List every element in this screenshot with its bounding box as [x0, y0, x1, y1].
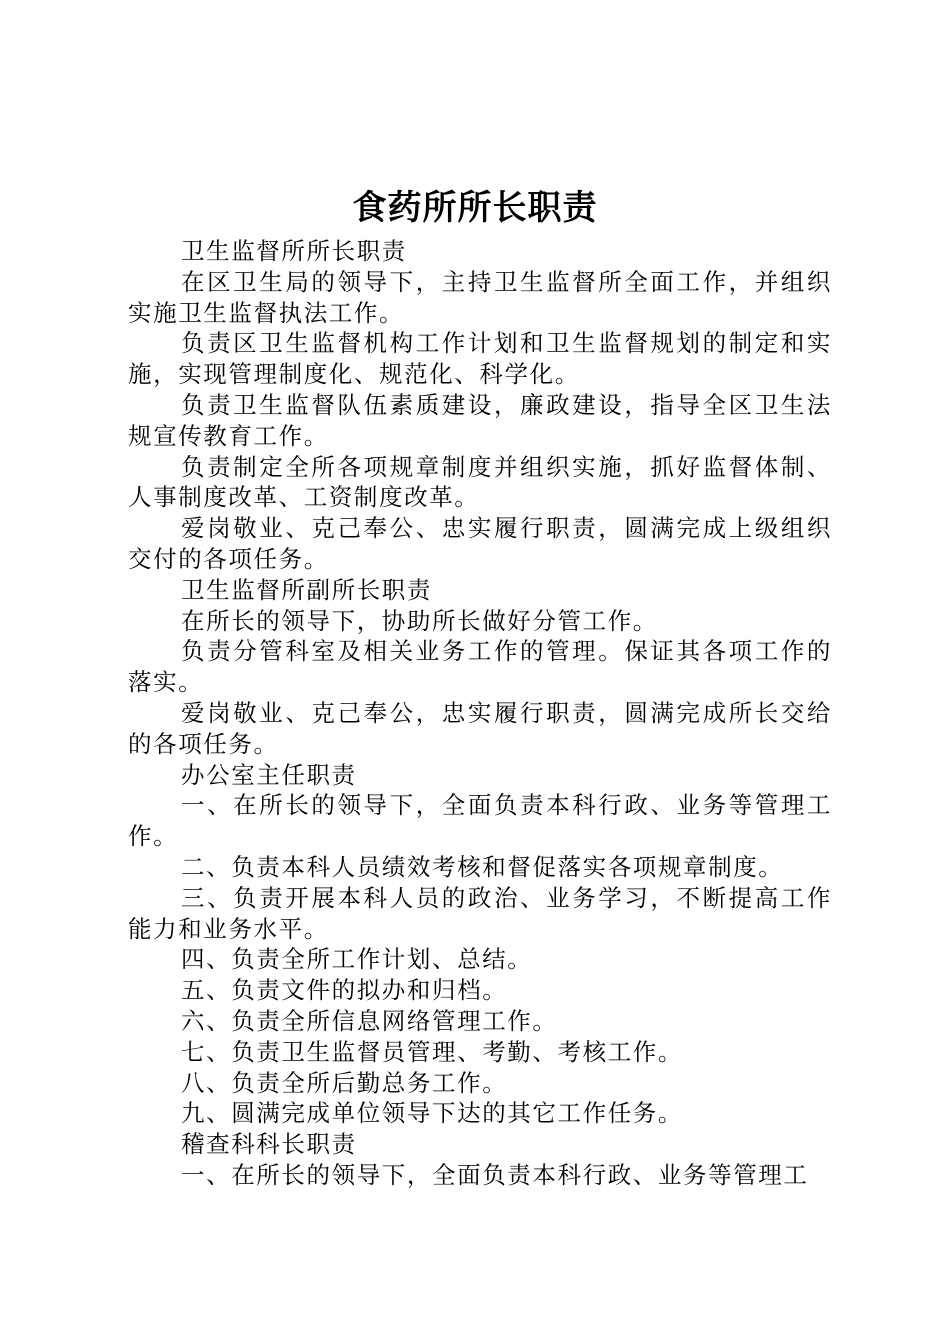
document-title: 食药所所长职责 — [352, 188, 598, 228]
paragraph: 一、在所长的领导下，全面负责本科行政、业务等管理工 — [181, 1160, 809, 1189]
paragraph: 爱岗敬业、克己奉公，忠实履行职责，圆满完成所长交给的各项任务。 — [128, 698, 832, 758]
paragraph: 爱岗敬业、克己奉公、忠实履行职责，圆满完成上级组织交付的各项任务。 — [128, 514, 832, 573]
paragraph: 在所长的领导下，协助所长做好分管工作。 — [181, 606, 658, 635]
paragraph: 稽查科科长职责 — [181, 1130, 357, 1159]
paragraph: 负责制定全所各项规章制度并组织实施，抓好监督体制、人事制度改革、工资制度改革。 — [128, 452, 832, 512]
paragraph: 二、负责本科人员绩效考核和督促落实各项规章制度。 — [181, 852, 784, 881]
paragraph: 三、负责开展本科人员的政治、业务学习，不断提高工作能力和业务水平。 — [128, 883, 832, 943]
paragraph: 负责分管科室及相关业务工作的管理。保证其各项工作的落实。 — [128, 637, 832, 697]
document-body — [128, 236, 832, 1191]
paragraph: 八、负责全所后勤总务工作。 — [181, 1068, 508, 1097]
paragraph: 卫生监督所所长职责 — [181, 237, 407, 265]
paragraph: 负责卫生监督队伍素质建设，廉政建设，指导全区卫生法规宣传教育工作。 — [128, 390, 832, 450]
paragraph: 一、在所长的领导下，全面负责本科行政、业务等管理工作。 — [128, 791, 832, 851]
paragraph: 七、负责卫生监督员管理、考勤、考核工作。 — [181, 1037, 683, 1066]
paragraph: 四、负责全所工作计划、总结。 — [181, 945, 533, 974]
paragraph: 五、负责文件的拟办和归档。 — [181, 976, 508, 1005]
paragraph: 办公室主任职责 — [181, 760, 357, 789]
paragraph: 在区卫生局的领导下，主持卫生监督所全面工作，并组织实施卫生监督执法工作。 — [128, 267, 832, 327]
paragraph: 卫生监督所副所长职责 — [181, 575, 432, 604]
paragraph: 六、负责全所信息网络管理工作。 — [181, 1006, 558, 1035]
paragraph: 九、圆满完成单位领导下达的其它工作任务。 — [181, 1099, 683, 1128]
paragraph: 负责区卫生监督机构工作计划和卫生监督规划的制定和实施，实现管理制度化、规范化、科学化。 — [128, 329, 832, 389]
